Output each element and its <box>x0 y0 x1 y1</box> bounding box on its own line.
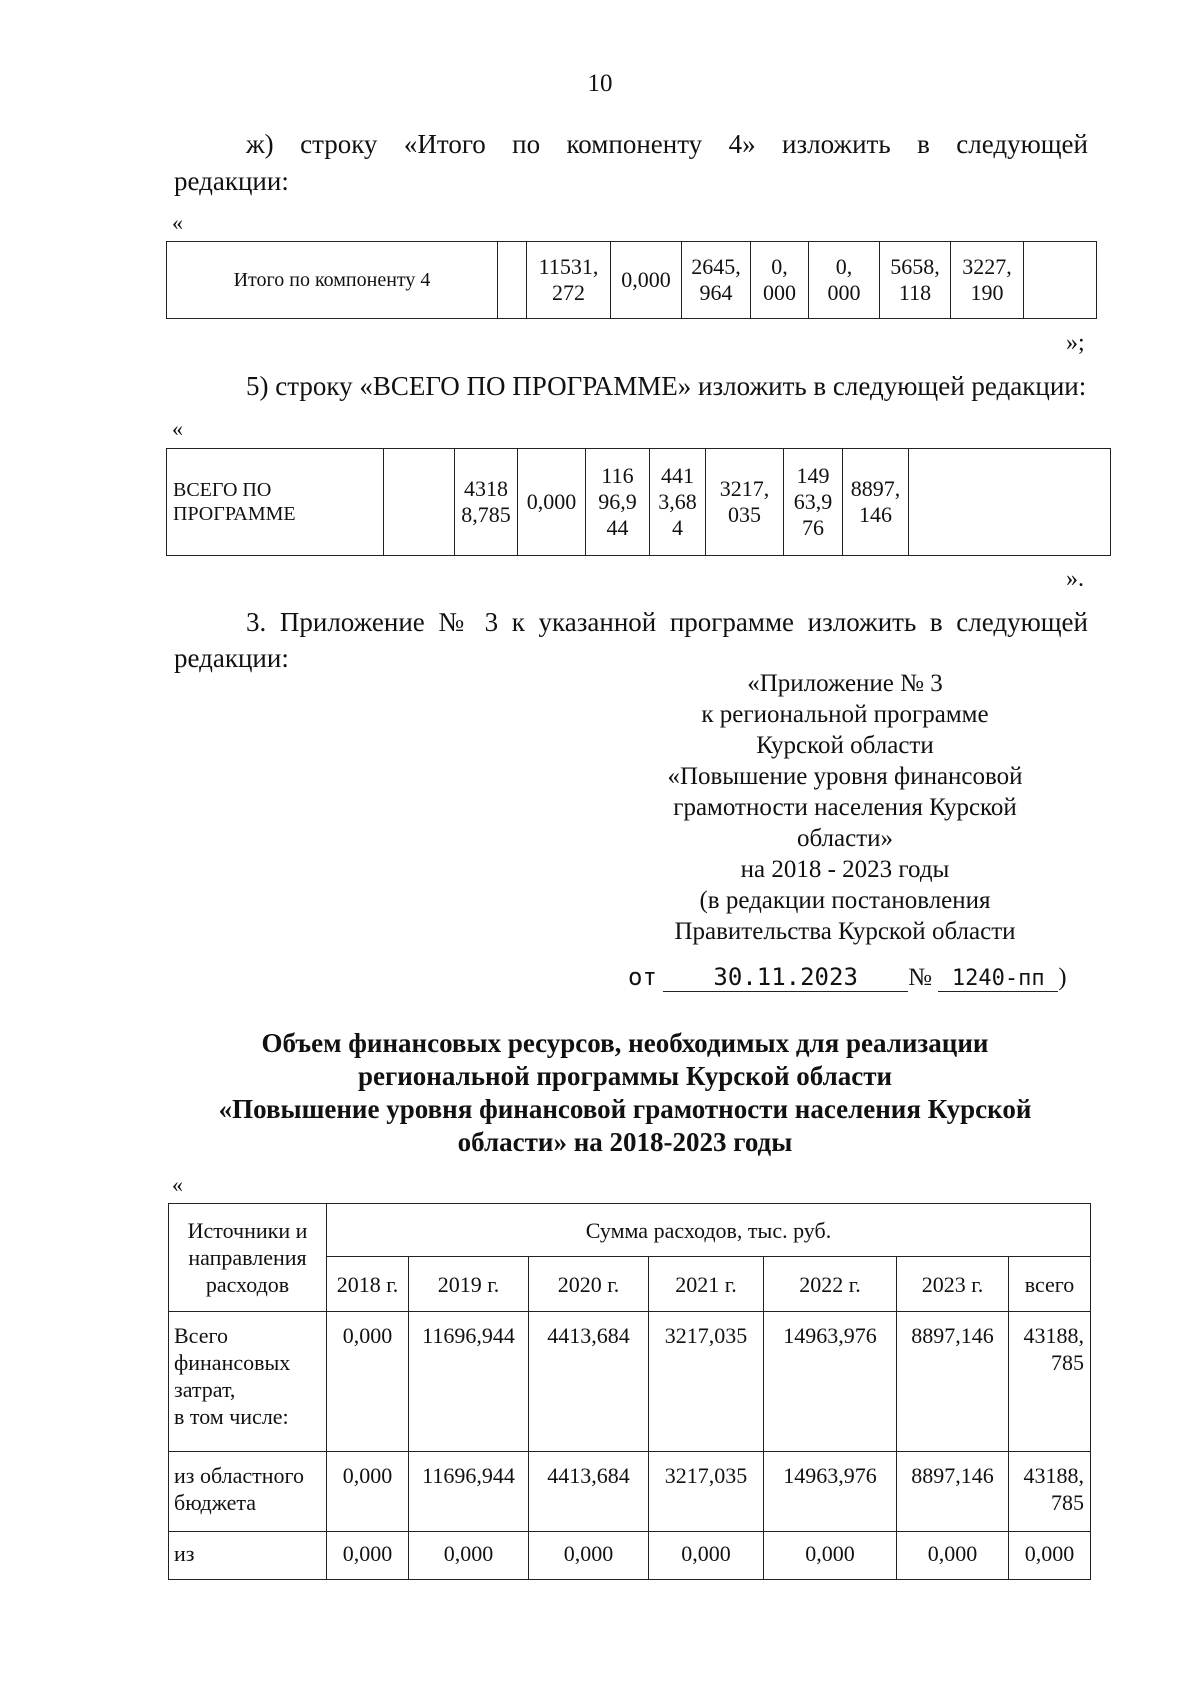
appendix-line: к региональной программе <box>701 701 989 728</box>
table-header-row <box>169 1204 1091 1257</box>
close-quote: ». <box>1066 566 1084 592</box>
table-cell: 441 3,68 4 <box>650 449 706 556</box>
table-cell <box>498 242 527 319</box>
close-quote: »; <box>1066 330 1085 356</box>
appendix-line: области» <box>796 825 894 852</box>
table-row <box>169 1532 1091 1580</box>
table-cell: 0,000 <box>897 1532 1009 1580</box>
table-row <box>167 242 1097 319</box>
open-quote: « <box>172 1172 183 1197</box>
paragraph-item-zh-line2: редакции: <box>174 166 289 196</box>
appendix-line: грамотности населения Курской <box>673 794 1017 821</box>
table-cell: 3227, 190 <box>951 242 1024 319</box>
table-cell: 0,000 <box>529 1532 649 1580</box>
table-cell: 4318 8,785 <box>455 449 518 556</box>
table-cell: 0,000 <box>409 1532 529 1580</box>
program-total-table <box>166 448 1111 556</box>
close-paren: ) <box>1058 964 1067 991</box>
appendix-line: «Приложение № 3 <box>747 670 943 697</box>
appendix-line: «Повышение уровня финансовой <box>667 763 1023 790</box>
number-sign: № <box>908 964 933 991</box>
financial-resources-table <box>168 1203 1091 1580</box>
table-cell: 14963,976 <box>764 1312 897 1452</box>
table-cell: 0,000 <box>764 1532 897 1580</box>
page-number: 10 <box>587 70 613 97</box>
appendix-line: Правительства Курской области <box>674 918 1016 945</box>
table-cell: 0,000 <box>1009 1532 1091 1580</box>
table-cell: 0,000 <box>649 1532 764 1580</box>
header-year: 2021 г. <box>649 1257 764 1312</box>
component-4-total-table <box>166 241 1097 319</box>
table-cell: 4413,684 <box>529 1312 649 1452</box>
open-quote: « <box>172 210 183 235</box>
row-label: Итого по компоненту 4 <box>167 242 498 319</box>
table-cell: 0,000 <box>327 1312 409 1452</box>
table-cell: 2645, 964 <box>682 242 751 319</box>
table-cell: 5658, 118 <box>880 242 951 319</box>
table-cell: 0,000 <box>327 1452 409 1532</box>
table-cell <box>909 449 1111 556</box>
header-year: 2019 г. <box>409 1257 529 1312</box>
table-cell: 11696,944 <box>409 1312 529 1452</box>
table-cell: 3217,035 <box>649 1312 764 1452</box>
header-sum: Сумма расходов, тыс. руб. <box>327 1204 1091 1257</box>
row-label: ВСЕГО ПО ПРОГРАММЕ <box>167 449 384 556</box>
paragraph-item-3-line1: 3. Приложение № 3 к указанной программе изложить в следующей <box>246 607 1088 637</box>
table-row <box>167 449 1111 556</box>
table-cell: 11696,944 <box>409 1452 529 1532</box>
paragraph-item-3-line2: редакции: <box>174 643 289 673</box>
table-cell: 0,000 <box>611 242 682 319</box>
table-cell: 14963,976 <box>764 1452 897 1532</box>
table-cell: 43188, 785 <box>1009 1312 1091 1452</box>
header-total: всего <box>1009 1257 1091 1312</box>
table-cell: 0,000 <box>327 1532 409 1580</box>
table-cell <box>384 449 455 556</box>
table-cell: 43188, 785 <box>1009 1452 1091 1532</box>
table-cell: 8897,146 <box>897 1452 1009 1532</box>
document-title <box>160 1027 1090 1159</box>
header-year: 2018 г. <box>327 1257 409 1312</box>
resolution-number: 1240-пп <box>938 966 1058 992</box>
table-cell: 149 63,9 76 <box>784 449 843 556</box>
row-label: из областного бюджета <box>169 1452 327 1532</box>
table-cell: 3217, 035 <box>706 449 784 556</box>
header-year: 2023 г. <box>897 1257 1009 1312</box>
table-cell <box>1024 242 1097 319</box>
row-label: Всего финансовых затрат, в том числе: <box>169 1312 327 1452</box>
table-cell: 11531, 272 <box>527 242 611 319</box>
table-cell: 0, 000 <box>809 242 880 319</box>
table-row <box>169 1452 1091 1532</box>
table-cell: 116 96,9 44 <box>586 449 650 556</box>
appendix-header <box>620 668 1070 947</box>
table-cell: 3217,035 <box>649 1452 764 1532</box>
header-year: 2022 г. <box>764 1257 897 1312</box>
appendix-line: Курской области <box>756 732 934 759</box>
resolution-date-line <box>628 963 1067 992</box>
ot-label: от <box>628 963 657 991</box>
table-cell: 8897,146 <box>897 1312 1009 1452</box>
appendix-line: на 2018 - 2023 годы <box>740 856 950 883</box>
row-label: из <box>169 1532 327 1580</box>
resolution-date: 30.11.2023 <box>663 963 908 992</box>
header-year: 2020 г. <box>529 1257 649 1312</box>
paragraph-item-5: 5) строку «ВСЕГО ПО ПРОГРАММЕ» изложить в следующей редакции: <box>246 371 1087 401</box>
appendix-line: (в редакции постановления <box>699 887 991 914</box>
table-row <box>169 1312 1091 1452</box>
table-cell: 4413,684 <box>529 1452 649 1532</box>
table-cell: 0, 000 <box>751 242 809 319</box>
header-sources: Источники и направления расходов <box>169 1204 327 1312</box>
title-line: региональной программы Курской области <box>357 1061 893 1091</box>
table-cell: 0,000 <box>518 449 586 556</box>
open-quote: « <box>172 416 183 441</box>
table-cell: 8897, 146 <box>843 449 909 556</box>
title-line: «Повышение уровня финансовой грамотности населения Курской <box>218 1094 1032 1124</box>
title-line: Объем финансовых ресурсов, необходимых для реализации <box>261 1028 989 1058</box>
paragraph-item-zh-line1: ж) строку «Итого по компоненту 4» изложить в следующей <box>246 129 1088 159</box>
title-line: области» на 2018-2023 годы <box>457 1127 793 1157</box>
